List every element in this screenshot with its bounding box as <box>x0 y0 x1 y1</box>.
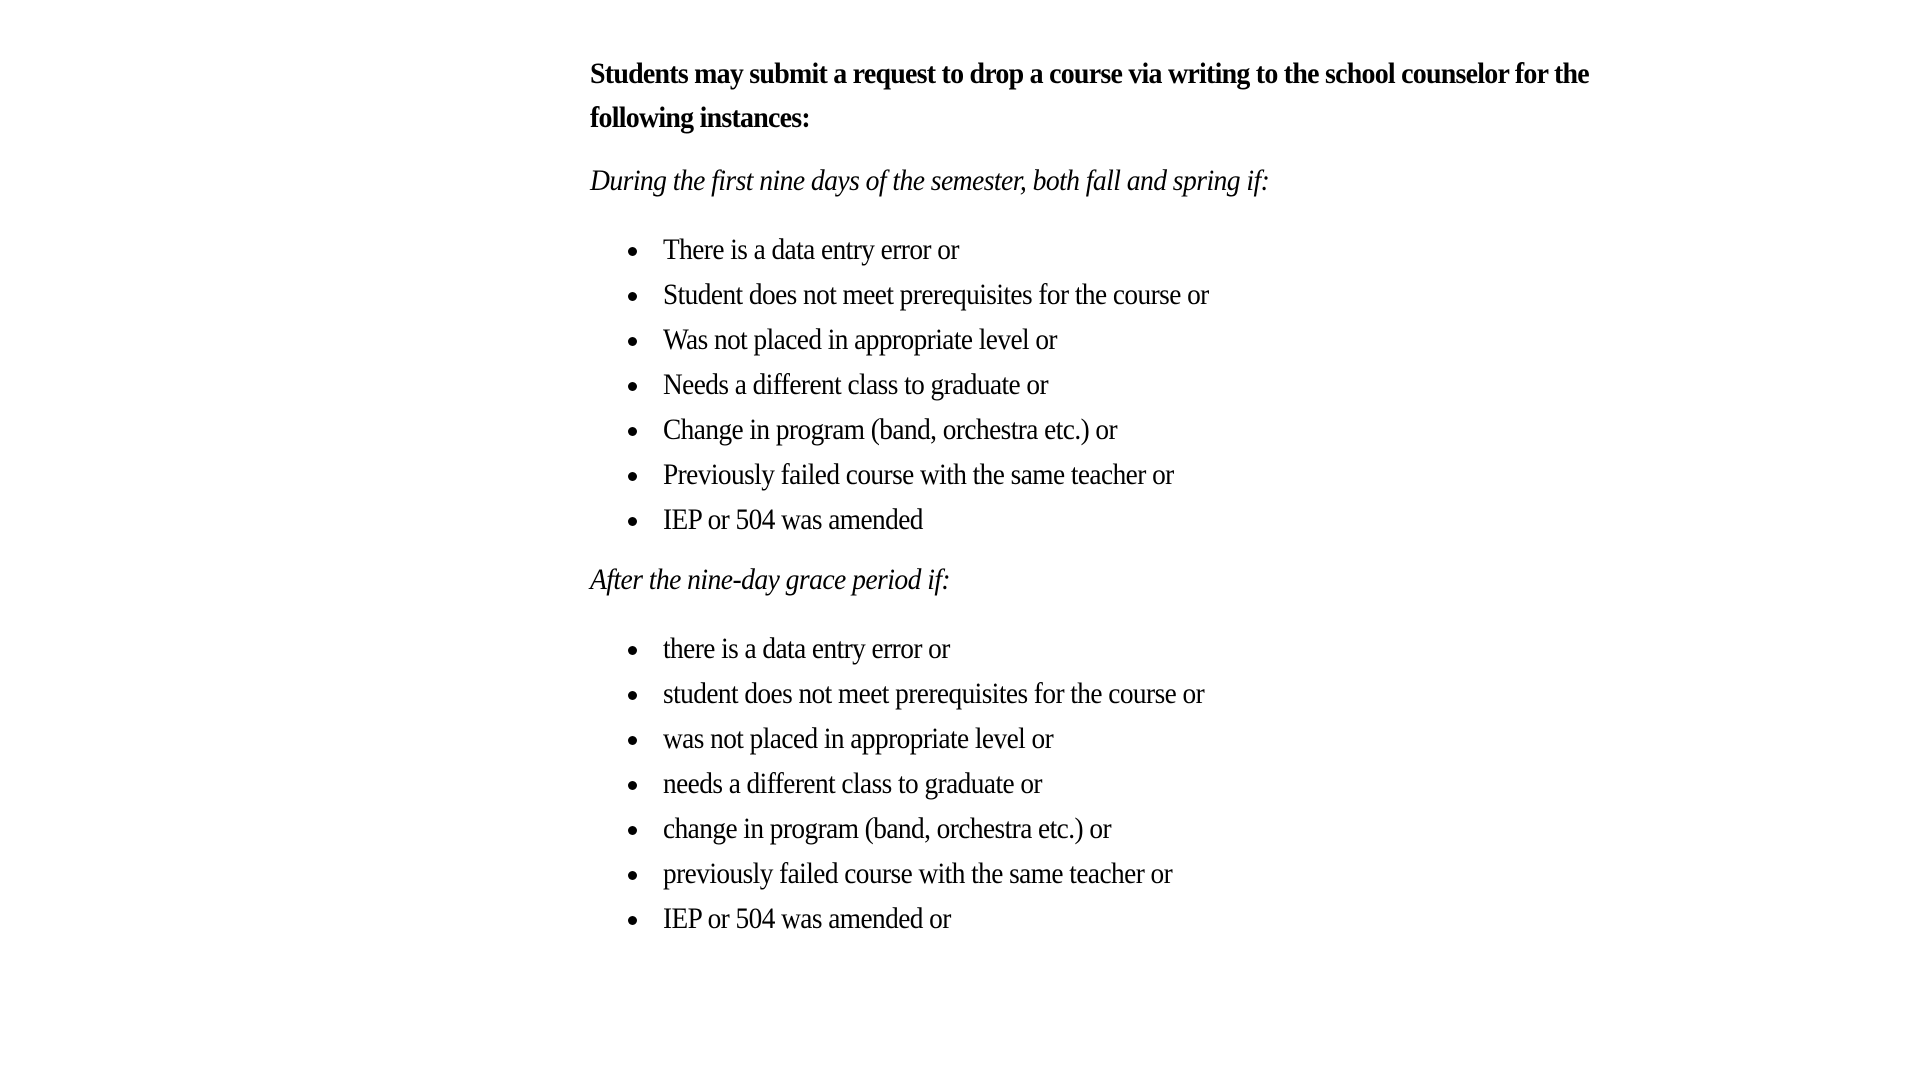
list-item: IEP or 504 was amended <box>590 497 1610 542</box>
list-item: change in program (band, orchestra etc.) or <box>590 806 1610 851</box>
list-item: was not placed in appropriate level or <box>590 716 1610 761</box>
bullet-list-first-nine-days <box>590 227 1610 542</box>
list-item: IEP or 504 was amended or <box>590 896 1610 941</box>
list-item: student does not meet prerequisites for the course or <box>590 671 1610 716</box>
bullet-icon <box>628 247 637 256</box>
bullet-list-after-grace-period <box>590 626 1610 941</box>
bullet-icon <box>628 736 637 745</box>
intro-paragraph: Students may submit a request to drop a course via writing to the school counselor for the following instances: <box>590 57 1589 134</box>
bullet-icon <box>628 916 637 925</box>
bullet-icon <box>628 472 637 481</box>
list-item: Change in program (band, orchestra etc.) or <box>590 407 1610 452</box>
list-item: Needs a different class to graduate or <box>590 362 1610 407</box>
bullet-icon <box>628 517 637 526</box>
bullet-icon <box>628 427 637 436</box>
section-heading-first-nine-days: During the first nine days of the semester, both fall and spring if: <box>590 164 1270 197</box>
bullet-icon <box>628 871 637 880</box>
document-content <box>590 52 1610 941</box>
bullet-icon <box>628 292 637 301</box>
bullet-icon <box>628 691 637 700</box>
bullet-icon <box>628 781 637 790</box>
bullet-icon <box>628 382 637 391</box>
list-item: there is a data entry error or <box>590 626 1610 671</box>
bullet-icon <box>628 826 637 835</box>
list-item: Was not placed in appropriate level or <box>590 317 1610 362</box>
list-item: There is a data entry error or <box>590 227 1610 272</box>
list-item: Student does not meet prerequisites for the course or <box>590 272 1610 317</box>
bullet-icon <box>628 337 637 346</box>
bullet-icon <box>628 646 637 655</box>
list-item: needs a different class to graduate or <box>590 761 1610 806</box>
section-heading-after-grace-period: After the nine-day grace period if: <box>590 563 951 596</box>
list-item: previously failed course with the same teacher or <box>590 851 1610 896</box>
list-item: Previously failed course with the same teacher or <box>590 452 1610 497</box>
